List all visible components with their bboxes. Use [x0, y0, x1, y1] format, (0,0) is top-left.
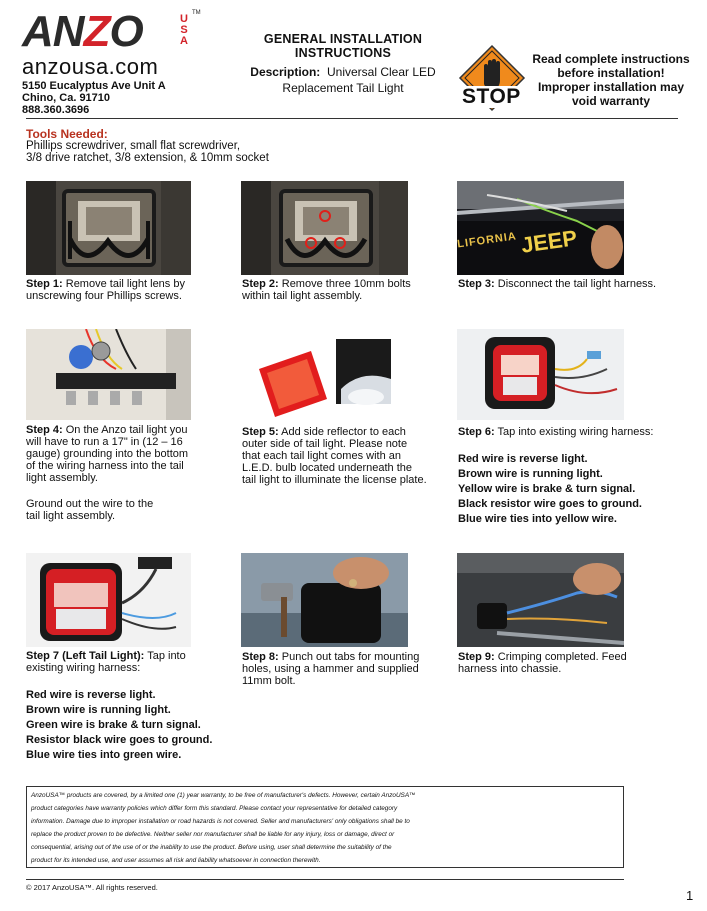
step8-label: Step 8:	[242, 651, 279, 663]
document-title-block	[218, 32, 468, 95]
tools-list	[26, 140, 269, 164]
step4-line-3: gauge) grounding into the bottom	[26, 448, 189, 460]
step4-label: Step 4:	[26, 424, 63, 436]
step1-photo	[26, 181, 191, 275]
website-text: anzousa.com	[22, 54, 159, 79]
step1-text-2: unscrewing four Phillips screws.	[26, 290, 182, 302]
step9-caption	[458, 651, 668, 675]
step6-caption	[458, 426, 693, 527]
stop-warning-icon	[456, 44, 528, 112]
step4-line-5: light assembly.	[26, 472, 98, 484]
step5-line-4: L.E.D. bulb located underneath the	[242, 462, 413, 474]
step5-caption	[242, 426, 452, 486]
step9-label: Step 9:	[458, 651, 495, 663]
step7-wire-1: Red wire is reverse light.	[26, 689, 156, 701]
step3-label: Step 3:	[458, 278, 495, 290]
step4-line-2: will have to run a 17" in (12 – 16	[26, 436, 183, 448]
page-number: 1	[686, 888, 694, 903]
step5-line-2: outer side of tail light. Please note	[242, 438, 408, 450]
step6-wire-5: Blue wire ties into yellow wire.	[458, 513, 617, 525]
step2-label: Step 2:	[242, 278, 279, 290]
step8-line-2: holes, using a hammer and supplied	[242, 663, 419, 675]
plate-state-text: LIFORNIA	[457, 230, 518, 251]
step5-line-1: Add side reflector to each	[281, 426, 406, 438]
step1-caption	[26, 278, 226, 302]
warranty-line-6: product for its intended use, and user assumes all risk and liability whatsoever in connection therewith.	[31, 857, 321, 864]
logo-wordmark: ANZO	[22, 7, 143, 56]
step4-extra-line-2: tail light assembly.	[26, 510, 116, 522]
stop-text: STOP	[462, 85, 521, 108]
step7-wire-4: Resistor black wire goes to ground.	[26, 734, 213, 746]
step5-label: Step 5:	[242, 426, 279, 438]
document-title: GENERAL INSTALLATION INSTRUCTIONS	[263, 32, 423, 60]
footer-divider	[26, 879, 624, 880]
step2-photo	[241, 181, 408, 275]
header-divider	[26, 118, 678, 119]
step7-text-2: existing wiring harness:	[26, 662, 141, 674]
step8-photo	[241, 553, 408, 647]
step8-line-1: Punch out tabs for mounting	[281, 651, 420, 663]
step3-text: Disconnect the tail light harness.	[497, 278, 657, 290]
step6-wire-list	[458, 452, 693, 527]
step3-photo	[457, 181, 624, 275]
warning-line-2: before installation!	[557, 66, 665, 80]
anzo-logo	[22, 7, 202, 56]
description-label: Description:	[250, 65, 321, 79]
step6-text: Tap into existing wiring harness:	[497, 426, 654, 438]
warning-line-3: Improper installation may	[537, 80, 685, 94]
logo-usa-mark: U S A	[180, 13, 188, 47]
warning-message	[530, 52, 692, 108]
step5-photo	[241, 329, 408, 420]
step7-wire-5: Blue wire ties into green wire.	[26, 749, 182, 761]
address-line-2: Chino, Ca. 91710	[22, 92, 111, 104]
warranty-line-5: consequential, arising out of the use of or the inability to use the product. Before using, user shall determine the suitability of the	[31, 844, 392, 851]
step7-caption	[26, 650, 236, 763]
step6-photo	[457, 329, 624, 420]
tools-title: Tools Needed:	[26, 127, 108, 141]
warranty-line-4: replace the product proven to be defective. Neither seller nor manufacturer shall be liable for any injury, loss or damage, direct or	[31, 831, 395, 838]
step8-caption	[242, 651, 452, 687]
warranty-line-1: AnzoUSA™ products are covered, by a limited one (1) year warranty, to be free of manufacturer's defects. However, certain AnzoUSA™	[31, 792, 416, 799]
warranty-box	[26, 786, 624, 868]
warranty-line-3: information. Damage due to improper installation or road hazards is not covered. Seller and manufacturers' only obligations shall be to	[31, 818, 410, 825]
warranty-line-2: product categories have warranty policies which differ form this standard. Please contact your representative for detailed category	[31, 805, 398, 812]
step4-extra	[26, 498, 236, 522]
warning-line-1: Read complete instructions	[532, 52, 690, 66]
step3-caption	[458, 278, 688, 290]
step1-text-1: Remove tail light lens by	[65, 278, 185, 290]
step8-line-3: 11mm bolt.	[242, 675, 296, 687]
address-line-1: 5150 Eucalyptus Ave Unit A	[22, 80, 166, 92]
warning-line-4: void warranty	[571, 94, 651, 108]
step4-line-1: On the Anzo tail light you	[65, 424, 188, 436]
logo-letter-z: Z	[83, 7, 110, 56]
step4-photo	[26, 329, 191, 420]
description-value: Universal Clear LED	[326, 65, 436, 79]
description-line	[218, 65, 468, 79]
step7-photo	[26, 553, 191, 647]
step7-wire-2: Brown wire is running light.	[26, 704, 171, 716]
tools-line-2: 3/8 drive ratchet, 3/8 extension, & 10mm socket	[26, 152, 269, 164]
step9-photo	[457, 553, 624, 647]
step2-text-2: within tail light assembly.	[242, 290, 363, 302]
trademark-mark: TM	[192, 10, 201, 16]
description-line-2: Replacement Tail Light	[282, 81, 404, 95]
step5-line-3: that each tail light comes with an	[242, 450, 401, 462]
company-address	[22, 80, 166, 116]
step6-label: Step 6:	[458, 426, 495, 438]
step4-line-4: of the wiring harness into the tail	[26, 460, 184, 472]
copyright-text: © 2017 AnzoUSA™. All rights reserved.	[26, 883, 158, 892]
step1-label: Step 1:	[26, 278, 63, 290]
step7-label: Step 7 (Left Tail Light):	[26, 650, 145, 662]
step6-wire-2: Brown wire is running light.	[458, 468, 603, 480]
tools-line-1: Phillips screwdriver, small flat screwdriver,	[26, 140, 241, 152]
step6-wire-1: Red wire is reverse light.	[458, 453, 588, 465]
step7-wire-3: Green wire is brake & turn signal.	[26, 719, 201, 731]
step9-line-2: harness into chassie.	[458, 663, 562, 675]
step7-wire-list	[26, 688, 236, 763]
step9-line-1: Crimping completed. Feed	[497, 651, 627, 663]
step7-text-1: Tap into	[147, 650, 186, 662]
step2-caption	[242, 278, 452, 302]
step6-wire-3: Yellow wire is brake & turn signal.	[458, 483, 636, 495]
step4-extra-line-1: Ground out the wire to the	[26, 498, 154, 510]
phone-number: 888.360.3696	[22, 104, 90, 116]
step6-wire-4: Black resistor wire goes to ground.	[458, 498, 642, 510]
step5-line-5: tail light to illuminate the license plate.	[242, 474, 427, 486]
step4-caption	[26, 424, 236, 522]
jeep-emblem-text: JEEP	[519, 225, 579, 258]
step2-text-1: Remove three 10mm bolts	[281, 278, 411, 290]
